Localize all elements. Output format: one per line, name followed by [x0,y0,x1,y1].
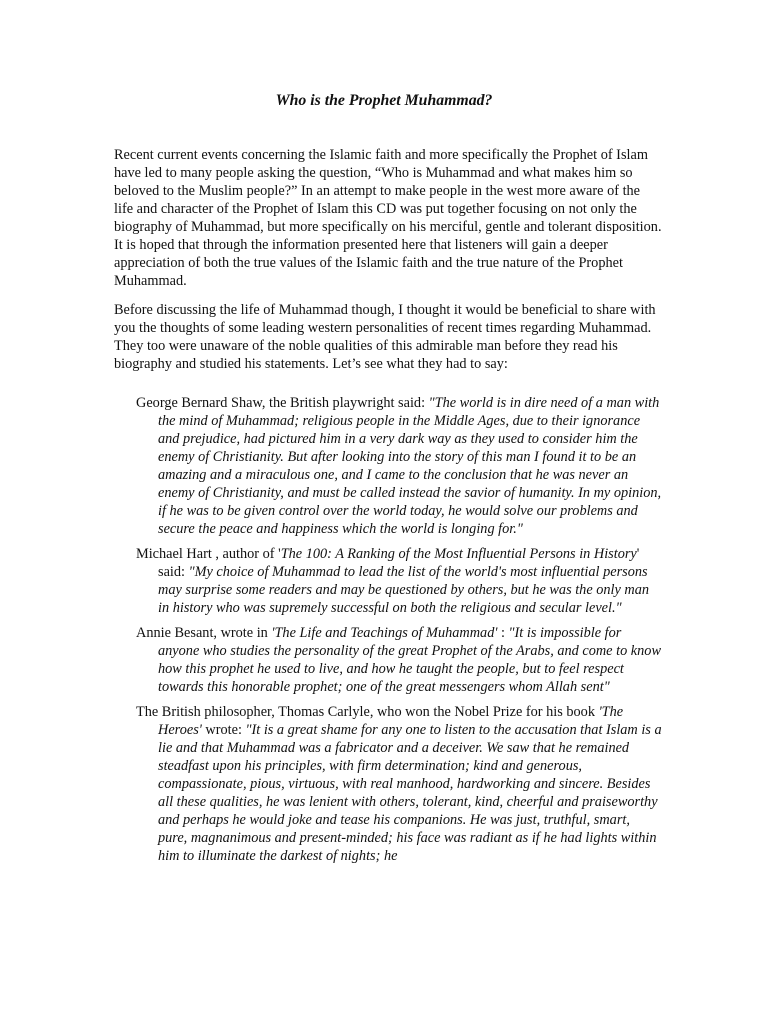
quotes-list [136,394,662,872]
quote-hart [136,545,662,617]
quote-work-title: 'The Life and Teachings of Muhammad' [271,625,498,641]
context-paragraph: Before discussing the life of Muhammad though, I thought it would be beneficial to share with you the thoughts of some leading western personalities of recent times regarding Muhammad. They too were unaware of the noble qualities of this admirable man before they read his biography and studied his statements. Let’s see what they had to say: [114,302,656,372]
quote-connector: : [497,625,509,641]
quote-connector: ' said: [158,546,640,580]
quote-text: "My choice of Muhammad to lead the list of the world's most influential persons may surprise some readers and may be questioned by others, but he was the only man in history who was supremely successful on both the religious and secular level." [158,564,650,616]
intro-paragraph: Recent current events concerning the Islamic faith and more specifically the Prophet of Islam have led to many people asking the question, “Who is Muhammad and what makes him so beloved to the Muslim people?” In an attempt to make people in the west more aware of the life and character of the Prophet of Islam this CD was put together focusing on not only the biography of Muhammad, but more specifically on his merciful, gentle and tolerant disposition. It is hoped that through the information presented here that listeners will gain a deeper appreciation of both the true values of the Islamic faith and the true nature of the Prophet Muhammad. [114,147,662,289]
quote-intro: George Bernard Shaw, the British playwright said: [136,395,429,411]
quote-work-title: 'The Heroes' [158,704,624,738]
quote-intro: The British philosopher, Thomas Carlyle, who won the Nobel Prize for his book [136,704,599,720]
quote-besant [136,624,662,696]
quote-text: "It is a great shame for any one to listen to the accusation that Islam is a lie and that Muhammad was a fabricator and a deceiver. We saw that he remained steadfast upon his principles, with firm determination; kind and generous, compassionate, pious, virtuous, with real manhood, hardworking and sincere. Besides all these qualities, he was lenient with others, tolerant, kind, cheerful and praiseworthy and perhaps he would joke and tease his companions. He was just, truthful, smart, pure, magnanimous and present-minded; his face was radiant as if he had lights within him to illuminate the darkest of nights; he [158,722,662,864]
quote-intro: Annie Besant, wrote in [136,625,272,641]
quote-work-title: The 100: A Ranking of the Most Influential Persons in History [280,546,637,562]
document-title: Who is the Prophet Muhammad? [275,92,493,109]
quote-shaw [136,394,662,538]
quote-text: "The world is in dire need of a man with the mind of Muhammad; religious people in the Middle Ages, due to their ignorance and prejudice, had pictured him in a very dark way as they used to consider him the enemy of Christianity. But after looking into the story of this man I found it to be an amazing and a miraculous one, and I came to the conclusion that he was never an enemy of Christianity, and must be called instead the savior of humanity. In my opinion, if he was to be given control over the world today, he would solve our problems and secure the peace and happiness which the world is longing for." [158,395,662,537]
quote-intro: Michael Hart , author of ' [136,546,281,562]
quote-connector: wrote: [201,722,246,738]
quote-carlyle [136,703,662,865]
quote-text: "It is impossible for anyone who studies the personality of the great Prophet of the Arabs, and come to know how this prophet he used to live, and how he taught the people, but to feel respect towards this honorable prophet; one of the great messengers whom Allah sent" [158,625,661,695]
